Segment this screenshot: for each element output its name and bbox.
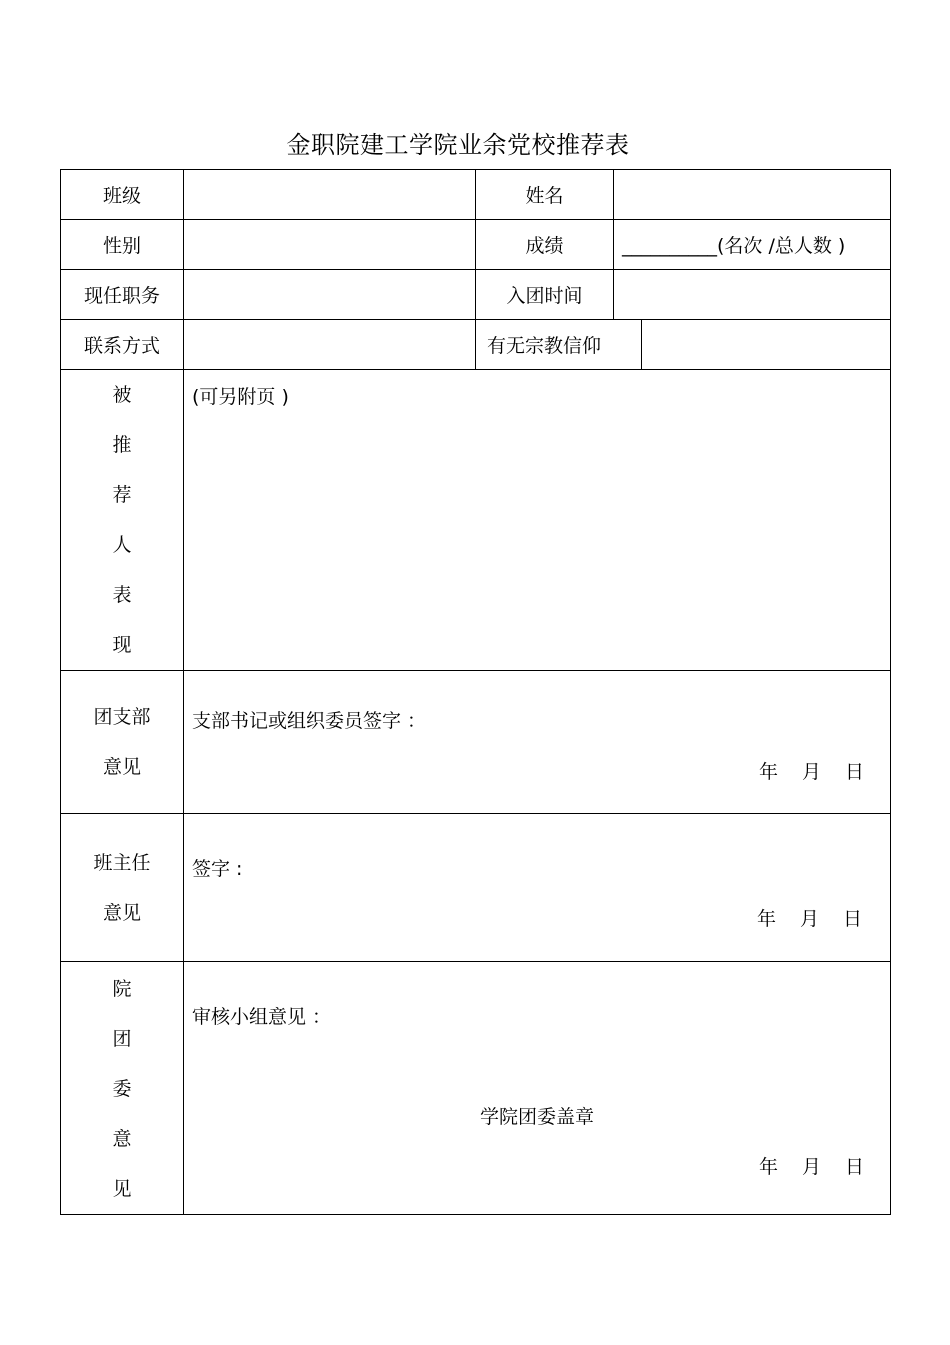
row-gender-score bbox=[61, 220, 891, 270]
branch-sign-label: 支部书记或组织委员签字 ： bbox=[192, 710, 427, 732]
year-label: 年 bbox=[758, 1156, 778, 1178]
branch-opinion-label-line1: 团支部 bbox=[93, 706, 151, 728]
league-date-label: 入团时间 bbox=[476, 270, 614, 320]
performance-label-char: 被 bbox=[112, 384, 132, 406]
day-label: 日 bbox=[844, 761, 864, 783]
branch-opinion-field[interactable] bbox=[184, 671, 891, 814]
branch-opinion-label bbox=[61, 671, 184, 814]
religion-field[interactable] bbox=[642, 320, 891, 370]
seal-label: 学院团委盖章 bbox=[479, 1106, 594, 1128]
performance-field[interactable] bbox=[184, 370, 891, 671]
row-class-name bbox=[61, 170, 891, 220]
position-field[interactable] bbox=[184, 270, 476, 320]
committee-label-char: 见 bbox=[112, 1178, 132, 1200]
row-contact-religion bbox=[61, 320, 891, 370]
name-label: 姓名 bbox=[476, 170, 614, 220]
row-performance bbox=[61, 370, 891, 671]
gender-label: 性别 bbox=[61, 220, 184, 270]
committee-label-char: 委 bbox=[112, 1078, 132, 1100]
performance-label bbox=[61, 370, 184, 671]
teacher-opinion-label-line2: 意见 bbox=[102, 901, 141, 924]
performance-label-char: 表 bbox=[112, 584, 132, 606]
year-label: 年 bbox=[756, 908, 776, 930]
committee-label-char: 院 bbox=[112, 978, 132, 1000]
class-label: 班级 bbox=[61, 170, 184, 220]
performance-label-char: 人 bbox=[112, 534, 132, 556]
league-date-field[interactable] bbox=[614, 270, 891, 320]
branch-opinion-label-line2: 意见 bbox=[102, 756, 141, 778]
row-teacher-opinion bbox=[61, 814, 891, 962]
contact-label: 联系方式 bbox=[61, 320, 184, 370]
month-label: 月 bbox=[801, 1156, 821, 1178]
teacher-opinion-field[interactable] bbox=[184, 814, 891, 962]
contact-field[interactable] bbox=[184, 320, 476, 370]
class-field[interactable] bbox=[184, 170, 476, 220]
score-field[interactable]: __________(名次 /总人数 ) bbox=[614, 220, 891, 270]
teacher-date bbox=[757, 904, 862, 931]
position-label: 现任职务 bbox=[61, 270, 184, 320]
review-group-label: 审核小组意见 ： bbox=[192, 1006, 332, 1028]
recommendation-form-table bbox=[60, 169, 891, 1215]
teacher-opinion-label bbox=[61, 814, 184, 962]
performance-label-char: 现 bbox=[112, 634, 132, 656]
day-label: 日 bbox=[842, 908, 862, 930]
year-label: 年 bbox=[758, 761, 778, 783]
performance-label-char: 荐 bbox=[112, 484, 132, 506]
row-branch-opinion bbox=[61, 671, 891, 814]
month-label: 月 bbox=[801, 761, 821, 783]
row-position-league bbox=[61, 270, 891, 320]
teacher-sign-label: 签字 : bbox=[192, 858, 243, 880]
committee-opinion-label bbox=[61, 962, 184, 1215]
committee-date bbox=[759, 1152, 864, 1179]
attach-page-note: (可另附页 ) bbox=[192, 386, 289, 408]
committee-label-char: 团 bbox=[112, 1028, 132, 1050]
teacher-opinion-label-line1: 班主任 bbox=[93, 851, 151, 874]
religion-label: 有无宗教信仰 bbox=[476, 320, 642, 370]
row-committee-opinion bbox=[61, 962, 891, 1215]
page-title: 金职院建工学院业余党校推荐表 bbox=[286, 131, 630, 159]
performance-label-char: 推 bbox=[112, 434, 132, 456]
gender-field[interactable] bbox=[184, 220, 476, 270]
day-label: 日 bbox=[844, 1156, 864, 1178]
score-label: 成绩 bbox=[476, 220, 614, 270]
committee-opinion-field[interactable] bbox=[184, 962, 891, 1215]
committee-label-char: 意 bbox=[112, 1128, 132, 1150]
branch-date bbox=[759, 757, 864, 784]
name-field[interactable] bbox=[614, 170, 891, 220]
month-label: 月 bbox=[799, 908, 819, 930]
